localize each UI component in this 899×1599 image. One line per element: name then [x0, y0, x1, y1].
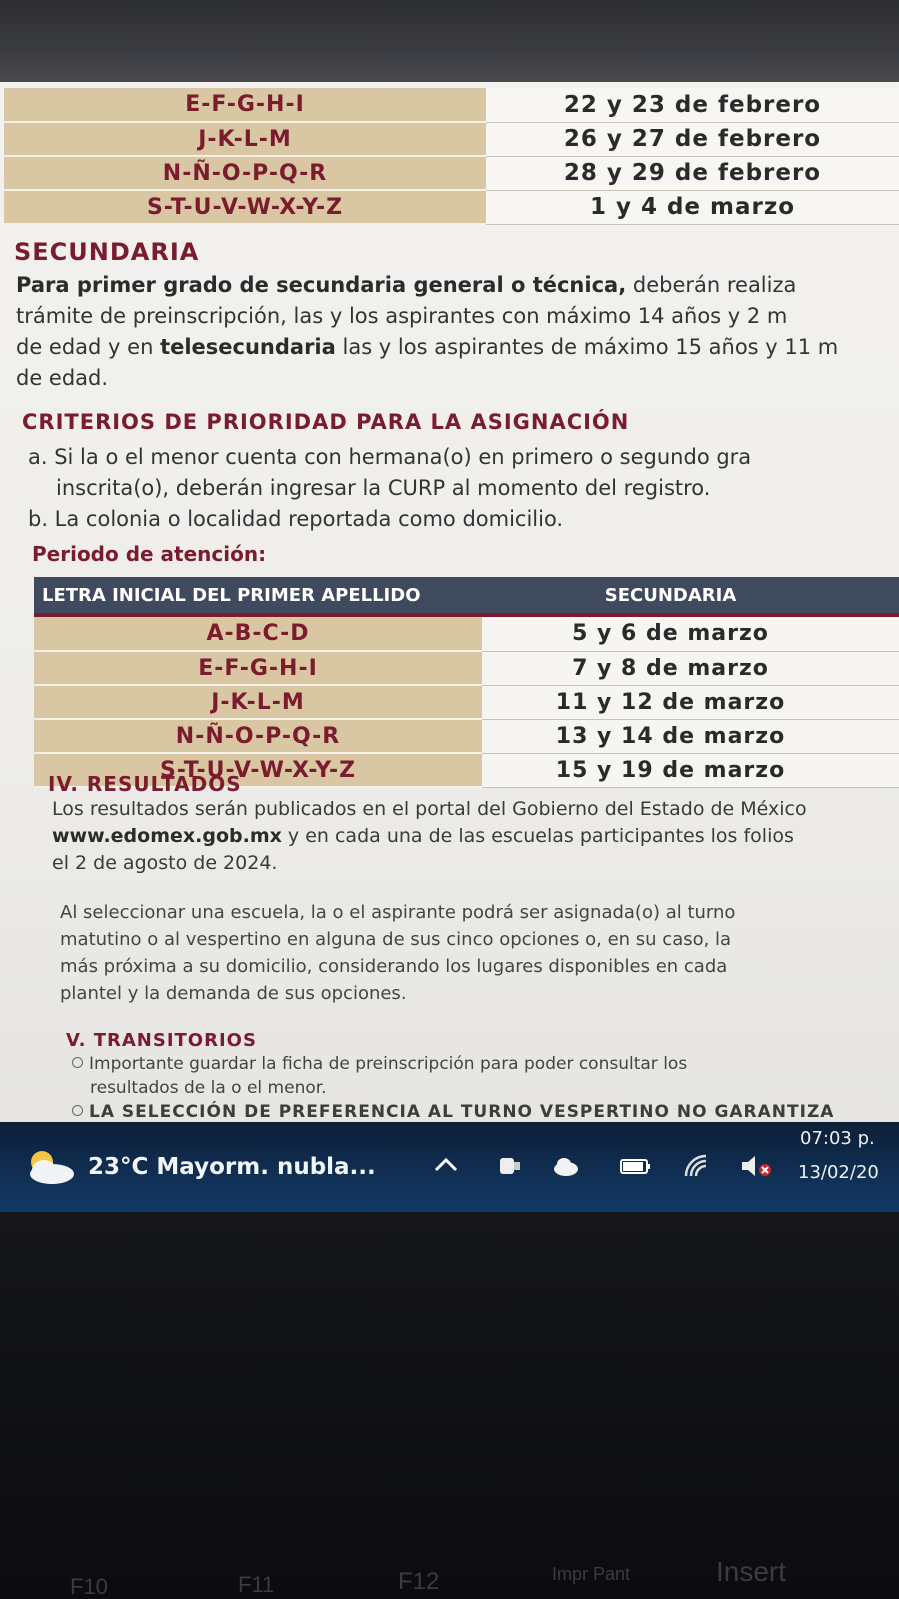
table-row	[4, 88, 899, 122]
laptop-keyboard	[0, 1212, 899, 1599]
letters-cell: E-F-G-H-I	[34, 651, 482, 685]
key-f11[interactable]: F11	[238, 1572, 275, 1597]
periodo-heading: Periodo de atención:	[32, 542, 267, 566]
meet-now-icon[interactable]	[496, 1152, 524, 1180]
text: Al seleccionar una escuela, la o el aspirante podrá ser asignada(o) al turno	[60, 902, 736, 923]
table-row	[34, 719, 899, 753]
key-print-screen[interactable]: Impr Pant	[552, 1564, 631, 1584]
list-item: b. La colonia o localidad reportada como domicilio.	[28, 507, 564, 531]
weather-cloud-sun-icon[interactable]	[22, 1146, 76, 1186]
secundaria-paragraph	[16, 270, 896, 394]
letters-cell: J-K-L-M	[4, 122, 486, 156]
text: el 2 de agosto de 2024.	[52, 852, 278, 874]
table-row	[4, 156, 899, 190]
text-bold: telesecundaria	[160, 335, 336, 359]
criterios-list	[28, 442, 751, 535]
letters-cell: S-T-U-V-W-X-Y-Z	[4, 190, 486, 224]
battery-icon[interactable]	[618, 1152, 652, 1180]
dates-cell: 11 y 12 de marzo	[482, 685, 899, 719]
dates-cell: 15 y 19 de marzo	[482, 753, 899, 787]
table-row	[34, 685, 899, 719]
onedrive-cloud-icon[interactable]	[552, 1152, 580, 1180]
text: Los resultados serán publicados en el portal del Gobierno del Estado de México	[52, 798, 807, 820]
dates-cell: 5 y 6 de marzo	[482, 617, 899, 651]
weather-text[interactable]: 23°C Mayorm. nubla...	[88, 1154, 376, 1180]
text-bold: Para primer grado de secundaria general o técnica,	[16, 273, 627, 297]
dates-cell: 7 y 8 de marzo	[482, 651, 899, 685]
letters-cell: A-B-C-D	[34, 617, 482, 651]
list-item-continued: inscrita(o), deberán ingresar la CURP al momento del registro.	[56, 476, 711, 500]
volume-muted-icon[interactable]	[738, 1152, 774, 1180]
text: y en cada una de las escuelas participantes los folios	[281, 825, 794, 847]
clock-date[interactable]: 13/02/20	[798, 1162, 879, 1183]
section-heading-transitorios: V. TRANSITORIOS	[66, 1030, 257, 1051]
text: trámite de preinscripción, las y los aspirantes con máximo 14 años y 2 m	[16, 304, 788, 328]
dates-cell: 1 y 4 de marzo	[486, 190, 899, 224]
letters-cell: N-Ñ-O-P-Q-R	[34, 719, 482, 753]
letters-cell: N-Ñ-O-P-Q-R	[4, 156, 486, 190]
section-heading-secundaria: SECUNDARIA	[14, 238, 200, 266]
text: de edad y en	[16, 335, 161, 359]
key-f12[interactable]: F12	[398, 1568, 440, 1595]
dates-cell: 22 y 23 de febrero	[486, 88, 899, 122]
column-header-letter: LETRA INICIAL DEL PRIMER APELLIDO	[34, 577, 482, 613]
windows-taskbar	[0, 1122, 899, 1212]
circle-bullet-icon	[72, 1105, 83, 1116]
letters-cell: J-K-L-M	[34, 685, 482, 719]
dates-cell: 13 y 14 de marzo	[482, 719, 899, 753]
table-row	[34, 651, 899, 685]
list-item: LA SELECCIÓN DE PREFERENCIA AL TURNO VESPERTINO NO GARANTIZA	[89, 1102, 835, 1122]
key-insert[interactable]: Insert	[716, 1556, 787, 1587]
letters-cell: S-T-U-V-W-X-Y-Z	[34, 753, 482, 787]
website-link[interactable]: www.edomex.gob.mx	[52, 825, 282, 847]
section-heading-criterios: CRITERIOS DE PRIORIDAD PARA LA ASIGNACIÓN	[22, 410, 630, 434]
dates-cell: 26 y 27 de febrero	[486, 122, 899, 156]
resultados-paragraph	[52, 796, 807, 877]
text: más próxima a su domicilio, considerando los lugares disponibles en cada	[60, 956, 728, 977]
dates-cell: 28 y 29 de febrero	[486, 156, 899, 190]
list-item: Importante guardar la ficha de preinscripción para poder consultar los	[89, 1054, 688, 1074]
table-row	[34, 617, 899, 651]
text: matutino o al vespertino en alguna de sus cinco opciones o, en su caso, la	[60, 929, 732, 950]
screen	[0, 82, 899, 1212]
clock-time[interactable]: 07:03 p.	[800, 1128, 875, 1149]
pdf-document	[0, 82, 899, 1162]
wifi-icon[interactable]	[682, 1152, 710, 1180]
text: de edad.	[16, 366, 109, 390]
text: las y los aspirantes de máximo 15 años y 11 m	[335, 335, 839, 359]
list-item-continued: resultados de la o el menor.	[90, 1078, 327, 1098]
section-heading-resultados: IV. RESULTADOS	[48, 772, 242, 796]
circle-bullet-icon	[72, 1057, 83, 1068]
key-f10[interactable]: F10	[70, 1574, 108, 1599]
asignacion-paragraph	[60, 899, 735, 1007]
list-item: a. Si la o el menor cuenta con hermana(o) en primero o segundo gra	[28, 445, 752, 469]
text: deberán realiza	[626, 273, 797, 297]
table-row	[4, 122, 899, 156]
chevron-up-icon[interactable]	[432, 1152, 460, 1180]
letters-cell: E-F-G-H-I	[4, 88, 486, 122]
schedule-table-secundaria	[34, 577, 899, 788]
text: plantel y la demanda de sus opciones.	[60, 983, 407, 1004]
schedule-table-top	[4, 88, 899, 225]
monitor-bezel-top	[0, 0, 899, 82]
table-row	[4, 190, 899, 224]
column-header-secundaria: SECUNDARIA	[482, 577, 899, 613]
